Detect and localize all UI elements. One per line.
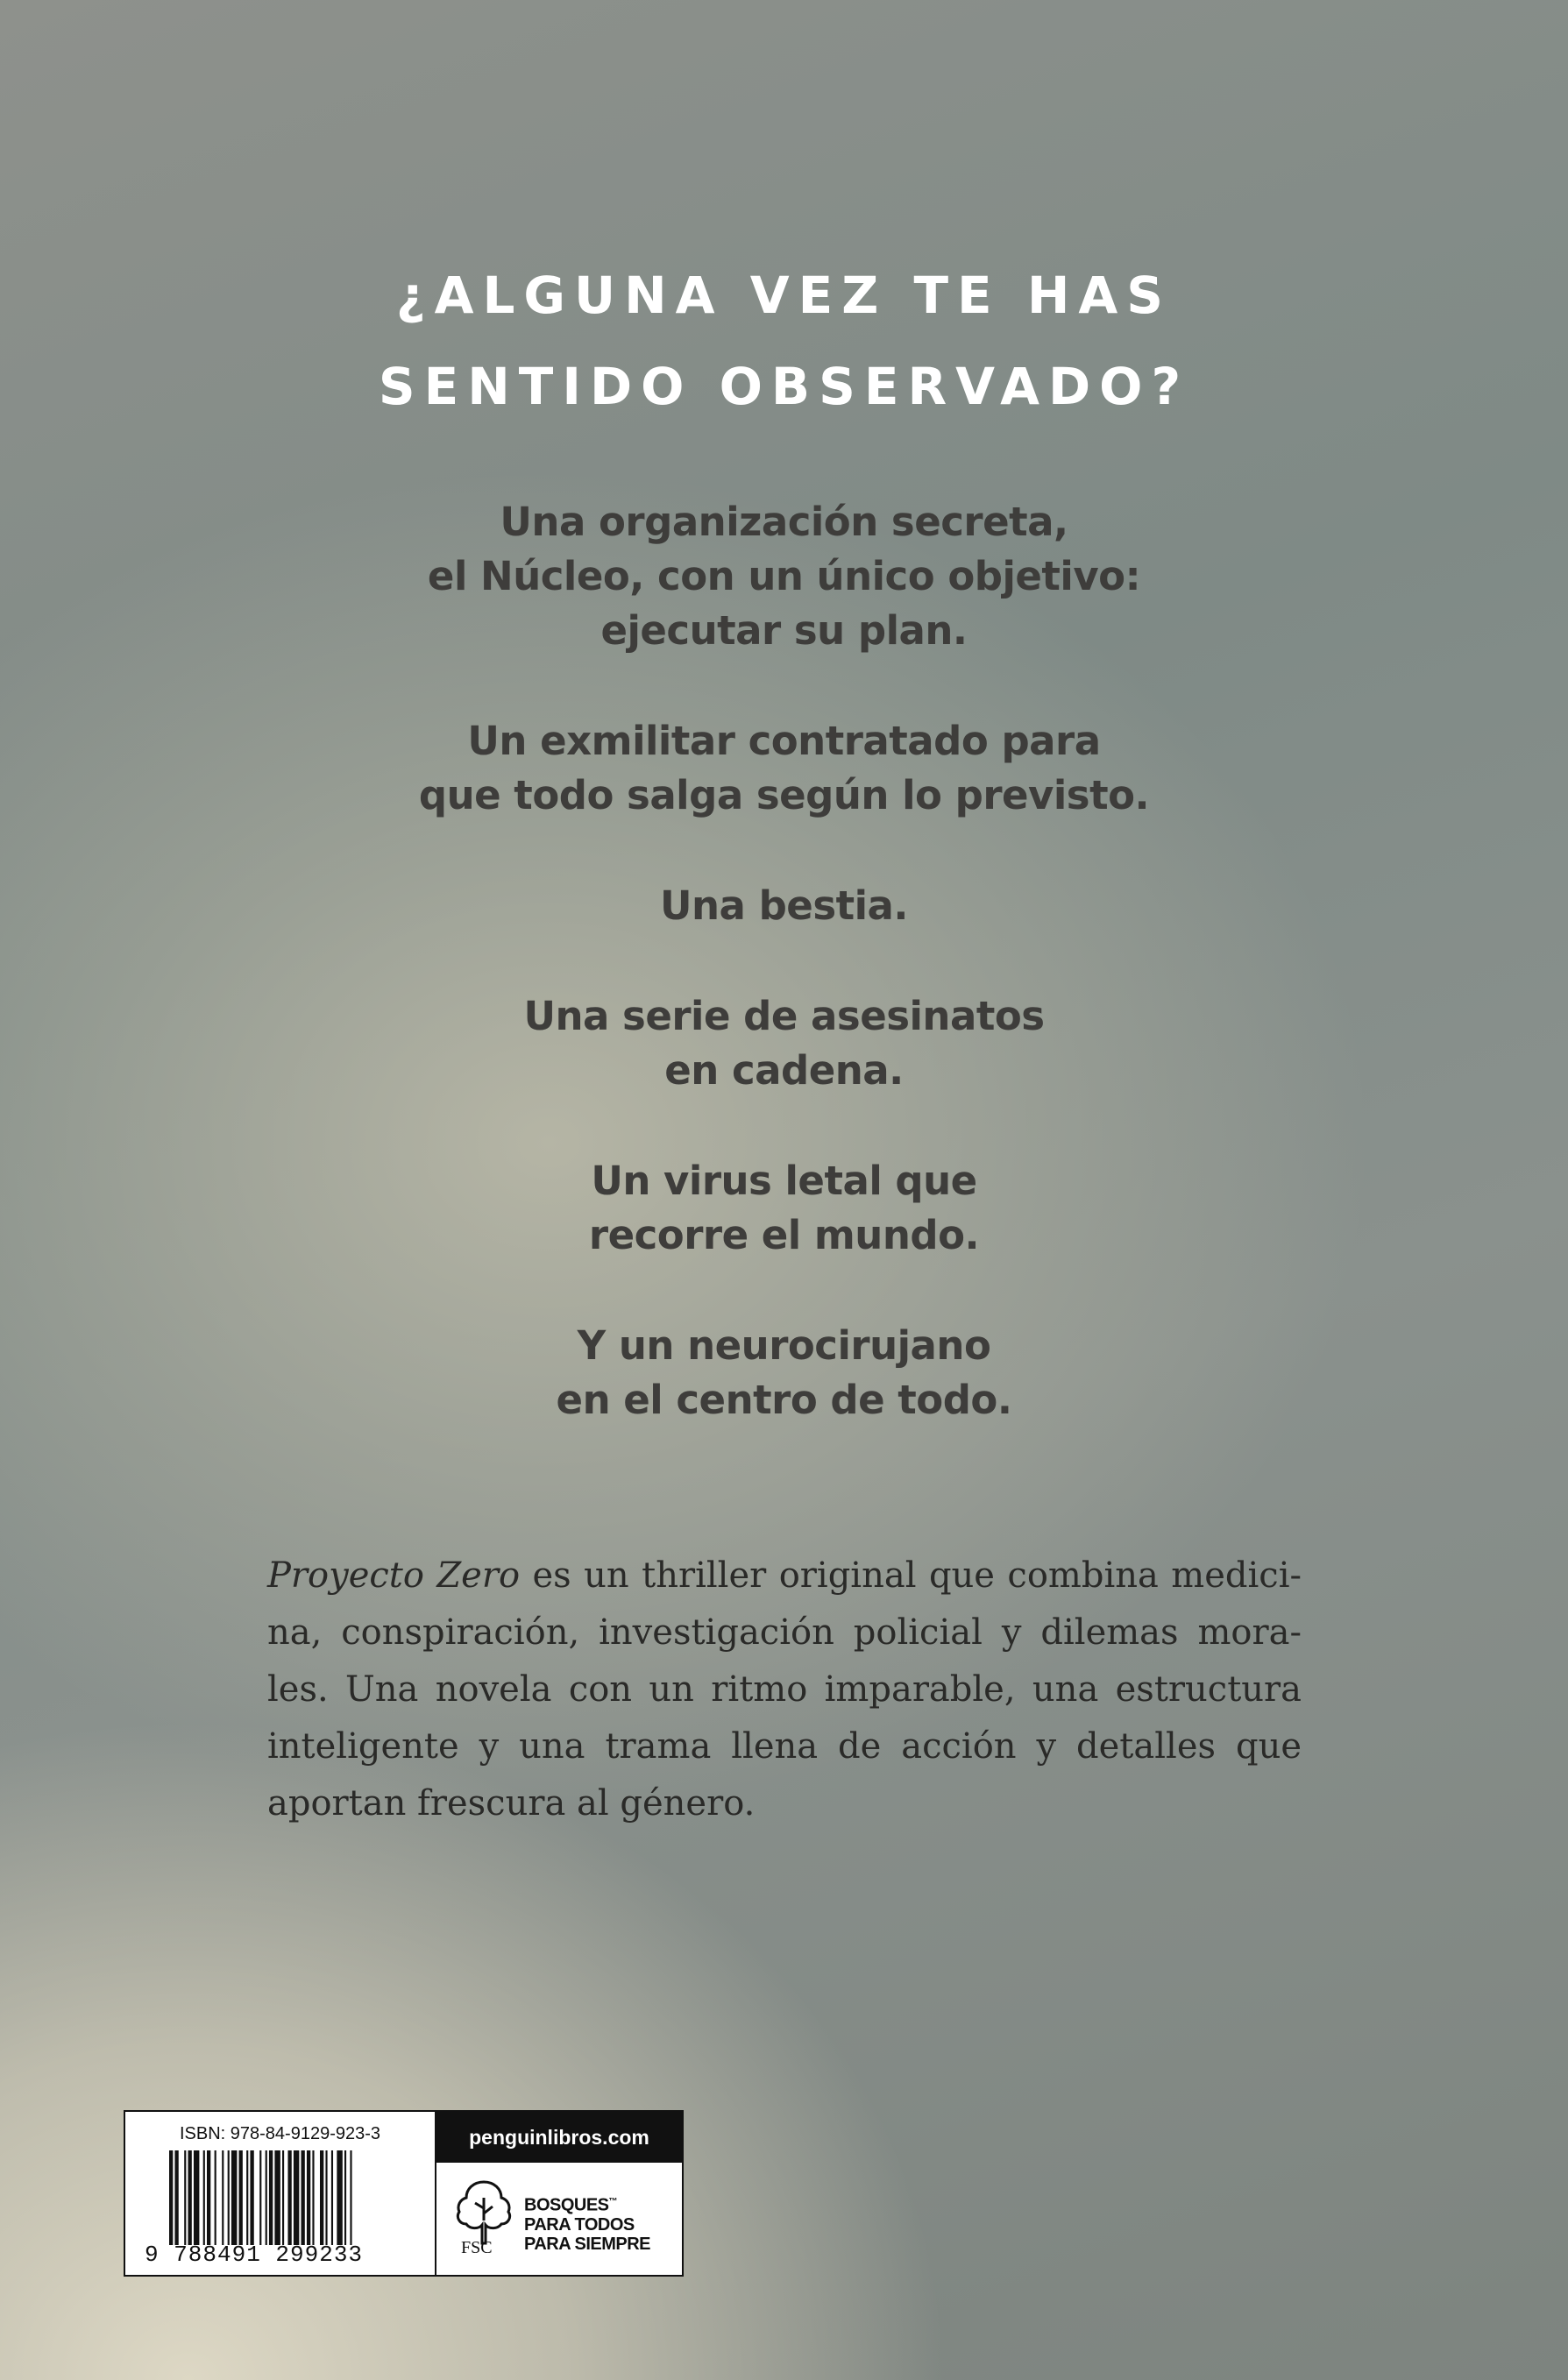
fsc-slogan xyxy=(524,2192,650,2254)
blurb-line: inteligente y una trama llena de acción y detalles que xyxy=(267,1726,1302,1767)
teaser-line: el Núcleo, con un único objetivo: xyxy=(427,553,1141,599)
barcode-panel xyxy=(125,2112,436,2275)
heading-line-2: SENTIDO OBSERVADO? xyxy=(378,357,1190,416)
teaser-line: Un exmilitar contratado para xyxy=(467,718,1101,764)
teaser-paragraph xyxy=(0,989,1568,1098)
teaser-paragraph xyxy=(0,1154,1568,1263)
teaser-line: Una bestia. xyxy=(659,882,909,929)
barcode-icon xyxy=(169,2150,397,2245)
blurb-line: na, conspiración, investigación policial y dilemas mora- xyxy=(267,1612,1302,1653)
blurb-line: les. Una novela con un ritmo imparable, una estructura xyxy=(267,1669,1302,1710)
teaser-line: recorre el mundo. xyxy=(588,1212,980,1258)
teaser-line: Y un neurocirujano xyxy=(577,1322,991,1369)
teaser-paragraph xyxy=(0,1319,1568,1427)
blurb-line xyxy=(267,1548,1302,1604)
fsc-logo-text: FSC xyxy=(461,2238,493,2257)
teaser-line: en cadena. xyxy=(664,1047,904,1094)
blurb-line: aportan frescura al género. xyxy=(267,1783,756,1824)
back-cover-heading xyxy=(0,250,1568,432)
fsc-slogan-line: PARA SIEMPRE xyxy=(524,2234,651,2254)
teaser-line: Una organización secreta, xyxy=(500,499,1068,545)
barcode-box xyxy=(124,2110,684,2277)
teaser-line: en el centro de todo. xyxy=(556,1377,1012,1423)
teaser-line: Un virus letal que xyxy=(591,1158,977,1204)
teaser-paragraph xyxy=(0,714,1568,823)
book-title: Proyecto Zero xyxy=(267,1555,521,1596)
blurb-text: es un thriller original que combina medici- xyxy=(520,1555,1302,1596)
barcode-digits: 9 788491 299233 xyxy=(145,2242,364,2268)
fsc-slogan-line: PARA TODOS xyxy=(524,2214,635,2235)
teaser-text xyxy=(0,495,1568,1484)
book-blurb xyxy=(267,1548,1302,1832)
teaser-line: Una serie de asesinatos xyxy=(523,993,1045,1039)
publisher-website: penguinlibros.com xyxy=(436,2112,682,2163)
fsc-slogan-line: BOSQUES xyxy=(524,2195,609,2215)
isbn-label: ISBN: 978-84-9129-923-3 xyxy=(179,2124,381,2143)
trademark-symbol: ™ xyxy=(608,2197,618,2206)
heading-line-1: ¿ALGUNA VEZ TE HAS xyxy=(395,266,1173,325)
publisher-panel xyxy=(436,2112,682,2275)
teaser-line: que todo salga según lo previsto. xyxy=(418,772,1150,818)
teaser-paragraph xyxy=(0,495,1568,658)
teaser-paragraph xyxy=(0,879,1568,933)
teaser-line: ejecutar su plan. xyxy=(600,607,968,654)
